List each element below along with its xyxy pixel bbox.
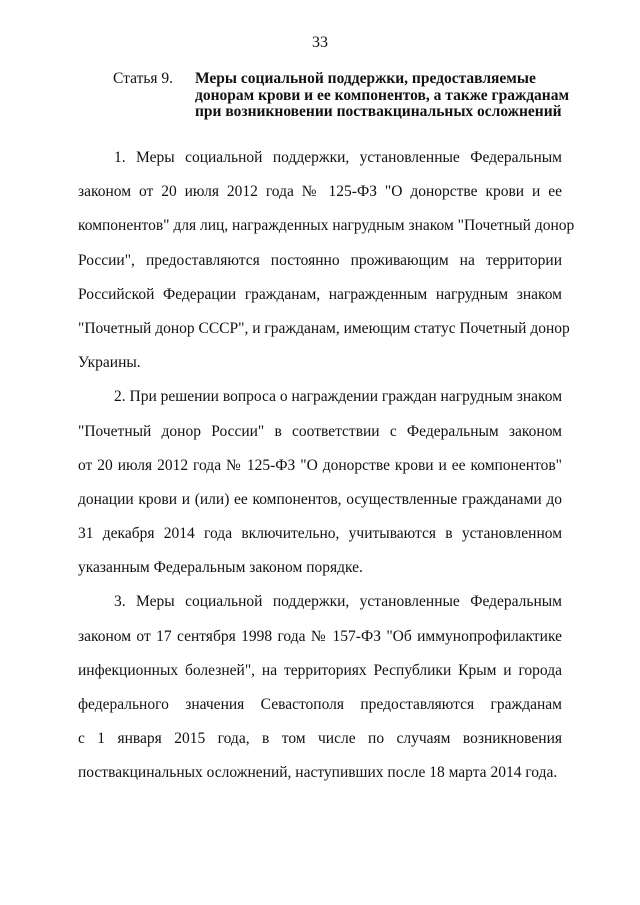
text-line: указанным Федеральным законом порядке. [78, 559, 363, 577]
article-title-line: донорам крови и ее компонентов, а также гражданам [195, 86, 570, 104]
text-line: законом от 17 сентября 1998 года № 157-ФЗ "Об иммунопрофилактике [78, 627, 562, 645]
article-title [195, 70, 570, 121]
text-line: законом от 20 июля 2012 года № 125-ФЗ "О донорстве крови и ее [78, 183, 562, 201]
article-title-line: при возникновении поствакцинальных осложнений [195, 103, 562, 120]
text-line: от 20 июля 2012 года № 125-ФЗ "О донорстве крови и ее компонентов" [78, 456, 562, 474]
text-line: поствакцинальных осложнений, наступивших после 18 марта 2014 года. [78, 764, 558, 782]
article-header [113, 70, 570, 121]
paragraph-3 [78, 585, 562, 790]
text-line: Украины. [78, 354, 141, 372]
text-line: 1. Меры социальной поддержки, установленные Федеральным [114, 149, 562, 166]
text-line: Российской Федерации гражданам, награжденным нагрудным знаком [78, 285, 562, 303]
text-line: донации крови и (или) ее компонентов, осуществленные гражданами до [78, 490, 562, 508]
paragraph-1 [78, 141, 575, 380]
text-line: федерального значения Севастополя предоставляются гражданам [78, 696, 562, 713]
text-line: России", предоставляются постоянно проживающим на территории [78, 251, 562, 269]
text-line: 31 декабря 2014 года включительно, учитываются в установленном [78, 525, 562, 543]
article-body [78, 141, 575, 791]
paragraph-2 [78, 380, 562, 585]
text-line: компонентов" для лиц, награжденных нагрудным знаком "Почетный донор [78, 217, 575, 235]
text-line: 2. При решении вопроса о награждении граждан нагрудным знаком [114, 388, 562, 406]
article-label: Статья 9. [113, 70, 174, 87]
text-line: "Почетный донор России" в соответствии с Федеральным законом [78, 422, 562, 440]
text-line: инфекционных болезней", на территориях Республики Крым и города [78, 661, 562, 679]
text-line: 3. Меры социальной поддержки, установленные Федеральным [114, 593, 562, 611]
text-line: "Почетный донор СССР", и гражданам, имеющим статус Почетный донор [78, 319, 570, 337]
page-number: 33 [312, 34, 328, 51]
text-line: с 1 января 2015 года, в том числе по случаям возникновения [78, 730, 562, 748]
article-title-line: Меры социальной поддержки, предоставляемые [195, 70, 536, 87]
